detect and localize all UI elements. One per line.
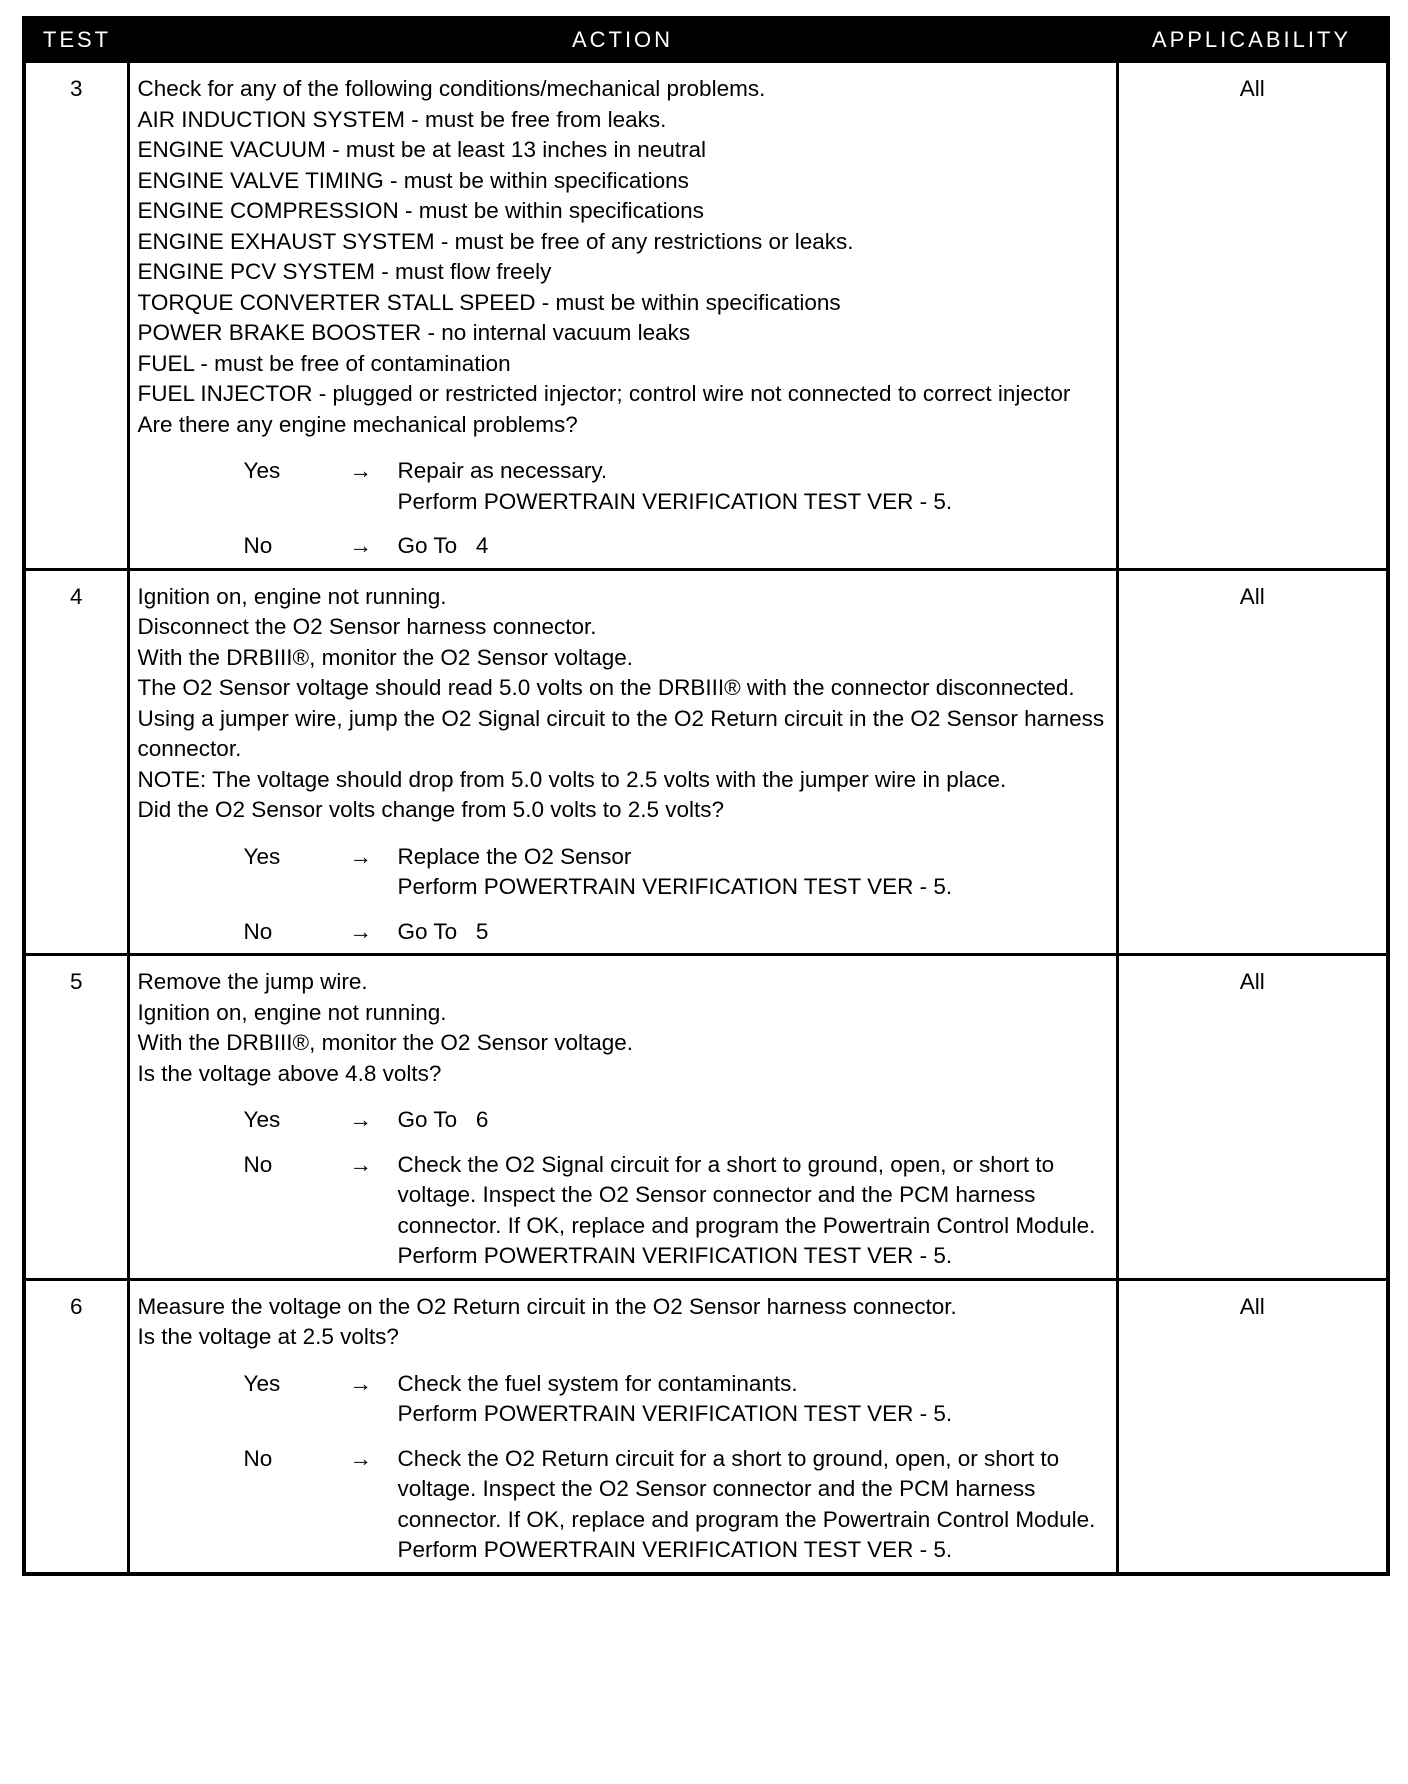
no-label: No xyxy=(243,1151,273,1177)
yes-result-text xyxy=(398,842,1108,903)
action-line: Are there any engine mechanical problems? xyxy=(137,411,578,437)
no-label: No xyxy=(243,1445,273,1471)
applicability-value: All xyxy=(1117,569,1388,955)
no-response xyxy=(138,1444,1108,1566)
arrow-icon: → xyxy=(349,533,372,558)
no-response xyxy=(138,1150,1108,1272)
yes-response xyxy=(138,456,1108,517)
result-line: Check the O2 Return circuit for a short to ground, open, or short to voltage. Inspect the O2 Sensor connector and the PCM harness connector. If OK, replace and program the Powertrain Control Module. xyxy=(397,1445,1096,1532)
action-line: Using a jumper wire, jump the O2 Signal circuit to the O2 Return circuit in the O2 Sensor harness connector. xyxy=(137,705,1105,761)
yes-result-text xyxy=(398,456,1108,517)
action-line: Ignition on, engine not running. xyxy=(137,583,447,609)
yes-response xyxy=(138,1369,1108,1430)
action-line: POWER BRAKE BOOSTER - no internal vacuum leaks xyxy=(137,320,691,345)
arrow-icon: → xyxy=(349,1445,372,1471)
test-row xyxy=(24,1279,1388,1574)
action-line: The O2 Sensor voltage should read 5.0 volts on the DRBIII® with the connector disconnected. xyxy=(137,675,1075,700)
result-line: Go To 4 xyxy=(397,533,489,558)
action-line: Remove the jump wire. xyxy=(137,969,368,994)
arrow-icon: → xyxy=(349,1151,372,1177)
result-line: Go To 6 xyxy=(397,1107,489,1132)
action-line: With the DRBIII®, monitor the O2 Sensor voltage. xyxy=(137,1030,634,1055)
action-cell xyxy=(128,569,1117,955)
no-label: No xyxy=(243,533,273,558)
action-line: FUEL - must be free of contamination xyxy=(137,350,511,376)
header-test: TEST xyxy=(24,18,128,62)
result-line: Replace the O2 Sensor xyxy=(397,843,632,869)
test-row xyxy=(24,569,1388,955)
arrow-icon: → xyxy=(349,843,372,869)
yes-label: Yes xyxy=(243,458,281,483)
action-line: ENGINE COMPRESSION - must be within specifications xyxy=(137,198,704,223)
diagnostic-test-table xyxy=(22,16,1390,1576)
arrow-icon: → xyxy=(349,1107,372,1132)
result-line: Perform POWERTRAIN VERIFICATION TEST VER - 5. xyxy=(397,1401,953,1426)
arrow-icon: → xyxy=(349,918,372,944)
header-applicability: APPLICABILITY xyxy=(1117,18,1388,62)
result-line: Check the fuel system for contaminants. xyxy=(397,1370,798,1396)
test-row xyxy=(24,955,1388,1280)
action-line: Is the voltage at 2.5 volts? xyxy=(137,1324,399,1349)
applicability-value: All xyxy=(1117,955,1388,1280)
arrow-icon: → xyxy=(349,1370,372,1396)
arrow-icon: → xyxy=(349,458,372,483)
action-line: AIR INDUCTION SYSTEM - must be free from leaks. xyxy=(137,106,667,132)
applicability-value: All xyxy=(1117,1279,1388,1574)
action-line: Measure the voltage on the O2 Return circuit in the O2 Sensor harness connector. xyxy=(137,1293,957,1319)
no-label: No xyxy=(243,918,273,944)
result-line: Perform POWERTRAIN VERIFICATION TEST VER - 5. xyxy=(397,1243,953,1268)
test-row xyxy=(24,62,1388,570)
result-line: Perform POWERTRAIN VERIFICATION TEST VER - 5. xyxy=(397,874,953,899)
action-line: Is the voltage above 4.8 volts? xyxy=(137,1060,442,1086)
action-line: ENGINE EXHAUST SYSTEM - must be free of any restrictions or leaks. xyxy=(137,228,854,254)
action-cell xyxy=(128,62,1117,570)
action-line: ENGINE VALVE TIMING - must be within specifications xyxy=(137,167,689,193)
action-line: Did the O2 Sensor volts change from 5.0 volts to 2.5 volts? xyxy=(137,797,725,822)
action-line: Check for any of the following conditions/mechanical problems. xyxy=(137,76,766,101)
result-line: Check the O2 Signal circuit for a short to ground, open, or short to voltage. Inspect the O2 Sensor connector and the PCM harness connector. If OK, replace and program the Powertrain Control Module. xyxy=(397,1151,1096,1238)
result-line: Repair as necessary. xyxy=(397,458,608,483)
action-line: NOTE: The voltage should drop from 5.0 volts to 2.5 volts with the jumper wire in place. xyxy=(137,766,1007,792)
no-result-text xyxy=(398,1444,1108,1566)
action-line: ENGINE PCV SYSTEM - must flow freely xyxy=(137,259,552,284)
yes-response xyxy=(138,1105,1108,1136)
yes-result-text xyxy=(398,1369,1108,1430)
test-number: 6 xyxy=(24,1279,128,1574)
no-response xyxy=(138,917,1108,948)
action-line: Ignition on, engine not running. xyxy=(137,999,447,1025)
result-line: Perform POWERTRAIN VERIFICATION TEST VER - 5. xyxy=(397,488,953,514)
test-number: 3 xyxy=(24,62,128,570)
yes-label: Yes xyxy=(243,843,281,869)
header-action: ACTION xyxy=(128,18,1117,62)
no-result-text xyxy=(398,917,1108,948)
action-line: ENGINE VACUUM - must be at least 13 inches in neutral xyxy=(137,137,707,162)
yes-label: Yes xyxy=(243,1107,281,1132)
action-line: FUEL INJECTOR - plugged or restricted injector; control wire not connected to correct injector xyxy=(137,381,1071,406)
no-response xyxy=(138,531,1108,562)
test-number: 4 xyxy=(24,569,128,955)
action-line: With the DRBIII®, monitor the O2 Sensor voltage. xyxy=(137,644,634,670)
action-line: TORQUE CONVERTER STALL SPEED - must be within specifications xyxy=(137,289,841,315)
applicability-value: All xyxy=(1117,62,1388,570)
yes-response xyxy=(138,842,1108,903)
action-cell xyxy=(128,1279,1117,1574)
result-line: Go To 5 xyxy=(397,918,489,944)
result-line: Perform POWERTRAIN VERIFICATION TEST VER - 5. xyxy=(397,1537,953,1562)
yes-label: Yes xyxy=(243,1370,281,1396)
no-result-text xyxy=(398,1150,1108,1272)
table-header-row xyxy=(24,18,1388,62)
test-number: 5 xyxy=(24,955,128,1280)
action-cell xyxy=(128,955,1117,1280)
yes-result-text xyxy=(398,1105,1108,1136)
action-line: Disconnect the O2 Sensor harness connector. xyxy=(137,614,597,639)
no-result-text xyxy=(398,531,1108,562)
